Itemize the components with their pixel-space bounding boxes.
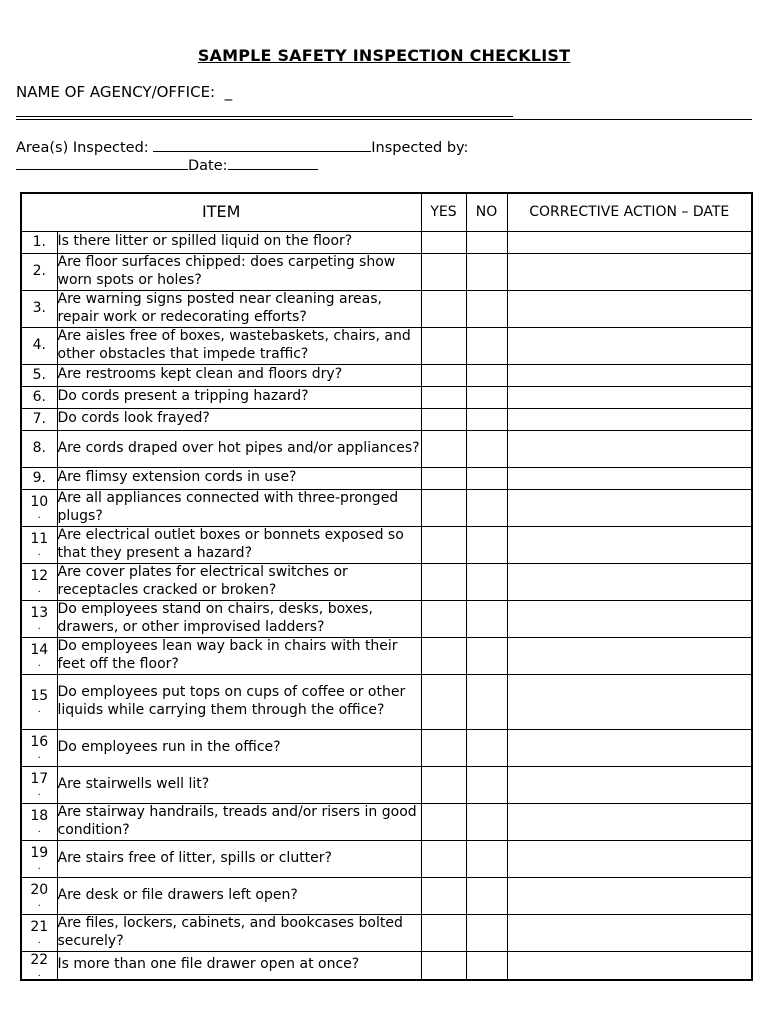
row-question: Are files, lockers, cabinets, and bookcases bolted securely? — [57, 914, 421, 951]
no-cell[interactable] — [466, 290, 507, 327]
header-item: ITEM — [21, 193, 421, 231]
row-number: 22 . — [21, 951, 57, 980]
no-cell[interactable] — [466, 408, 507, 430]
corrective-action-cell[interactable] — [507, 327, 752, 364]
no-cell[interactable] — [466, 253, 507, 290]
table-row — [21, 563, 752, 600]
page-title: SAMPLE SAFETY INSPECTION CHECKLIST — [197, 46, 571, 65]
row-number-text: 7. — [32, 410, 46, 427]
table-header-row — [21, 193, 752, 231]
yes-cell[interactable] — [421, 674, 466, 729]
no-cell[interactable] — [466, 600, 507, 637]
no-cell[interactable] — [466, 674, 507, 729]
yes-cell[interactable] — [421, 951, 466, 980]
row-question: Do employees stand on chairs, desks, boxes, drawers, or other improvised ladders? — [57, 600, 421, 637]
table-row — [21, 729, 752, 766]
row-number — [21, 253, 57, 290]
corrective-action-cell[interactable] — [507, 674, 752, 729]
table-row — [21, 430, 752, 467]
yes-cell[interactable] — [421, 408, 466, 430]
date-field[interactable] — [228, 155, 318, 170]
table-row — [21, 386, 752, 408]
row-number — [21, 467, 57, 489]
inspected-by-label: Inspected by: — [371, 140, 469, 156]
corrective-action-cell[interactable] — [507, 526, 752, 563]
no-cell[interactable] — [466, 430, 507, 467]
agency-line — [16, 83, 232, 101]
row-question: Is more than one file drawer open at once? — [57, 951, 421, 980]
row-number: 12 . — [21, 563, 57, 600]
corrective-action-cell[interactable] — [507, 951, 752, 980]
corrective-action-cell[interactable] — [507, 489, 752, 526]
row-question: Are flimsy extension cords in use? — [57, 467, 421, 489]
table-row — [21, 364, 752, 386]
row-number-text: 16 — [30, 734, 49, 750]
row-question: Are restrooms kept clean and floors dry? — [57, 364, 421, 386]
row-question: Do cords look frayed? — [57, 408, 421, 430]
no-cell[interactable] — [466, 364, 507, 386]
row-number — [21, 408, 57, 430]
no-cell[interactable] — [466, 327, 507, 364]
no-cell[interactable] — [466, 840, 507, 877]
yes-cell[interactable] — [421, 430, 466, 467]
row-question: Do employees put tops on cups of coffee or other liquids while carrying them through the office? — [57, 674, 421, 729]
no-cell[interactable] — [466, 526, 507, 563]
table-row — [21, 253, 752, 290]
corrective-action-cell[interactable] — [507, 253, 752, 290]
areas-field[interactable] — [153, 137, 371, 152]
yes-cell[interactable] — [421, 840, 466, 877]
row-number: 11 . — [21, 526, 57, 563]
corrective-action-cell[interactable] — [507, 364, 752, 386]
checklist-table — [20, 192, 753, 981]
row-number-text: 15 — [30, 688, 49, 704]
corrective-action-cell[interactable] — [507, 877, 752, 914]
table-row — [21, 290, 752, 327]
yes-cell[interactable] — [421, 327, 466, 364]
yes-cell[interactable] — [421, 563, 466, 600]
table-row — [21, 840, 752, 877]
row-number-text: 4. — [32, 337, 46, 353]
row-number-text: 8. — [32, 440, 46, 456]
row-number-text: 18 — [30, 808, 49, 824]
row-number-text: 12 — [30, 568, 49, 584]
table-row — [21, 637, 752, 674]
row-question: Are warning signs posted near cleaning areas, repair work or redecorating efforts? — [57, 290, 421, 327]
corrective-action-cell[interactable] — [507, 467, 752, 489]
corrective-action-cell[interactable] — [507, 914, 752, 951]
no-cell[interactable] — [466, 563, 507, 600]
table-row — [21, 914, 752, 951]
yes-cell[interactable] — [421, 877, 466, 914]
row-number-text: 14 — [30, 642, 49, 658]
row-question: Are electrical outlet boxes or bonnets exposed so that they present a hazard? — [57, 526, 421, 563]
yes-cell[interactable] — [421, 526, 466, 563]
row-number: 20 . — [21, 877, 57, 914]
row-question: Is there litter or spilled liquid on the floor? — [57, 231, 421, 253]
corrective-action-cell[interactable] — [507, 729, 752, 766]
row-question: Do employees run in the office? — [57, 729, 421, 766]
yes-cell[interactable] — [421, 253, 466, 290]
row-number: 18 . — [21, 803, 57, 840]
table-row — [21, 408, 752, 430]
no-cell[interactable] — [466, 386, 507, 408]
row-number — [21, 364, 57, 386]
corrective-action-cell[interactable] — [507, 600, 752, 637]
header-yes: YES — [421, 193, 466, 231]
corrective-action-cell[interactable] — [507, 766, 752, 803]
no-cell[interactable] — [466, 231, 507, 253]
no-cell[interactable] — [466, 803, 507, 840]
row-question: Are all appliances connected with three-pronged plugs? — [57, 489, 421, 526]
row-number-text: 3. — [32, 300, 46, 316]
corrective-action-cell[interactable] — [507, 563, 752, 600]
inspected-by-field[interactable] — [16, 155, 188, 170]
row-number: 10 . — [21, 489, 57, 526]
yes-cell[interactable] — [421, 364, 466, 386]
table-row — [21, 467, 752, 489]
no-cell[interactable] — [466, 914, 507, 951]
row-number-text: 11 — [30, 531, 49, 547]
area-line — [16, 137, 468, 156]
date-line — [16, 155, 318, 174]
agency-underline-full — [16, 119, 752, 120]
row-number — [21, 290, 57, 327]
row-number-text: 5. — [32, 366, 46, 383]
row-number-text: 19 — [30, 845, 49, 861]
row-number-text: 17 — [30, 771, 49, 787]
row-question: Do cords present a tripping hazard? — [57, 386, 421, 408]
row-question: Are cover plates for electrical switches or receptacles cracked or broken? — [57, 563, 421, 600]
yes-cell[interactable] — [421, 637, 466, 674]
header-corrective: CORRECTIVE ACTION – DATE — [507, 193, 752, 231]
corrective-action-cell[interactable] — [507, 290, 752, 327]
corrective-action-cell[interactable] — [507, 408, 752, 430]
row-number-text: 21 — [30, 919, 49, 935]
row-number-text: 1. — [32, 233, 46, 250]
row-question: Are stairway handrails, treads and/or risers in good condition? — [57, 803, 421, 840]
agency-value[interactable]: _ — [224, 83, 233, 101]
row-number: 16 . — [21, 729, 57, 766]
table-row — [21, 489, 752, 526]
corrective-action-cell[interactable] — [507, 430, 752, 467]
row-question: Are aisles free of boxes, wastebaskets, chairs, and other obstacles that impede traffic? — [57, 327, 421, 364]
row-question: Are cords draped over hot pipes and/or appliances? — [57, 430, 421, 467]
no-cell[interactable] — [466, 729, 507, 766]
yes-cell[interactable] — [421, 290, 466, 327]
table-row — [21, 231, 752, 253]
corrective-action-cell[interactable] — [507, 637, 752, 674]
row-number: 21 . — [21, 914, 57, 951]
date-label: Date: — [188, 158, 228, 174]
no-cell[interactable] — [466, 489, 507, 526]
row-question: Are stairs free of litter, spills or clutter? — [57, 840, 421, 877]
row-number — [21, 386, 57, 408]
row-number — [21, 231, 57, 253]
no-cell[interactable] — [466, 766, 507, 803]
row-number: 19 . — [21, 840, 57, 877]
row-number: 13 . — [21, 600, 57, 637]
yes-cell[interactable] — [421, 729, 466, 766]
corrective-action-cell[interactable] — [507, 231, 752, 253]
yes-cell[interactable] — [421, 914, 466, 951]
header-no: NO — [466, 193, 507, 231]
yes-cell[interactable] — [421, 766, 466, 803]
table-row — [21, 877, 752, 914]
table-row — [21, 951, 752, 980]
row-question: Are stairwells well lit? — [57, 766, 421, 803]
row-number-text: 2. — [32, 263, 46, 279]
table-row — [21, 766, 752, 803]
row-number — [21, 430, 57, 467]
table-row — [21, 327, 752, 364]
table-row — [21, 803, 752, 840]
yes-cell[interactable] — [421, 803, 466, 840]
table-row — [21, 526, 752, 563]
row-question: Are floor surfaces chipped: does carpeting show worn spots or holes? — [57, 253, 421, 290]
row-number: 14 . — [21, 637, 57, 674]
yes-cell[interactable] — [421, 467, 466, 489]
no-cell[interactable] — [466, 637, 507, 674]
table-row — [21, 674, 752, 729]
yes-cell[interactable] — [421, 600, 466, 637]
yes-cell[interactable] — [421, 386, 466, 408]
corrective-action-cell[interactable] — [507, 840, 752, 877]
table-row — [21, 600, 752, 637]
no-cell[interactable] — [466, 951, 507, 980]
row-number-text: 13 — [30, 605, 49, 621]
row-question: Do employees lean way back in chairs with their feet off the floor? — [57, 637, 421, 674]
row-number-text: 10 — [30, 494, 49, 510]
agency-underline — [16, 116, 513, 117]
yes-cell[interactable] — [421, 231, 466, 253]
corrective-action-cell[interactable] — [507, 803, 752, 840]
row-number: 17 . — [21, 766, 57, 803]
areas-label: Area(s) Inspected: — [16, 140, 149, 156]
row-number-text: 6. — [32, 388, 46, 405]
row-number — [21, 327, 57, 364]
agency-label: NAME OF AGENCY/OFFICE: — [16, 83, 216, 101]
no-cell[interactable] — [466, 467, 507, 489]
row-number: 15 . — [21, 674, 57, 729]
row-number-text: 9. — [32, 469, 46, 486]
corrective-action-cell[interactable] — [507, 386, 752, 408]
yes-cell[interactable] — [421, 489, 466, 526]
row-number-text: 20 — [30, 882, 49, 898]
row-number-text: 22 — [30, 951, 49, 968]
row-question: Are desk or file drawers left open? — [57, 877, 421, 914]
no-cell[interactable] — [466, 877, 507, 914]
